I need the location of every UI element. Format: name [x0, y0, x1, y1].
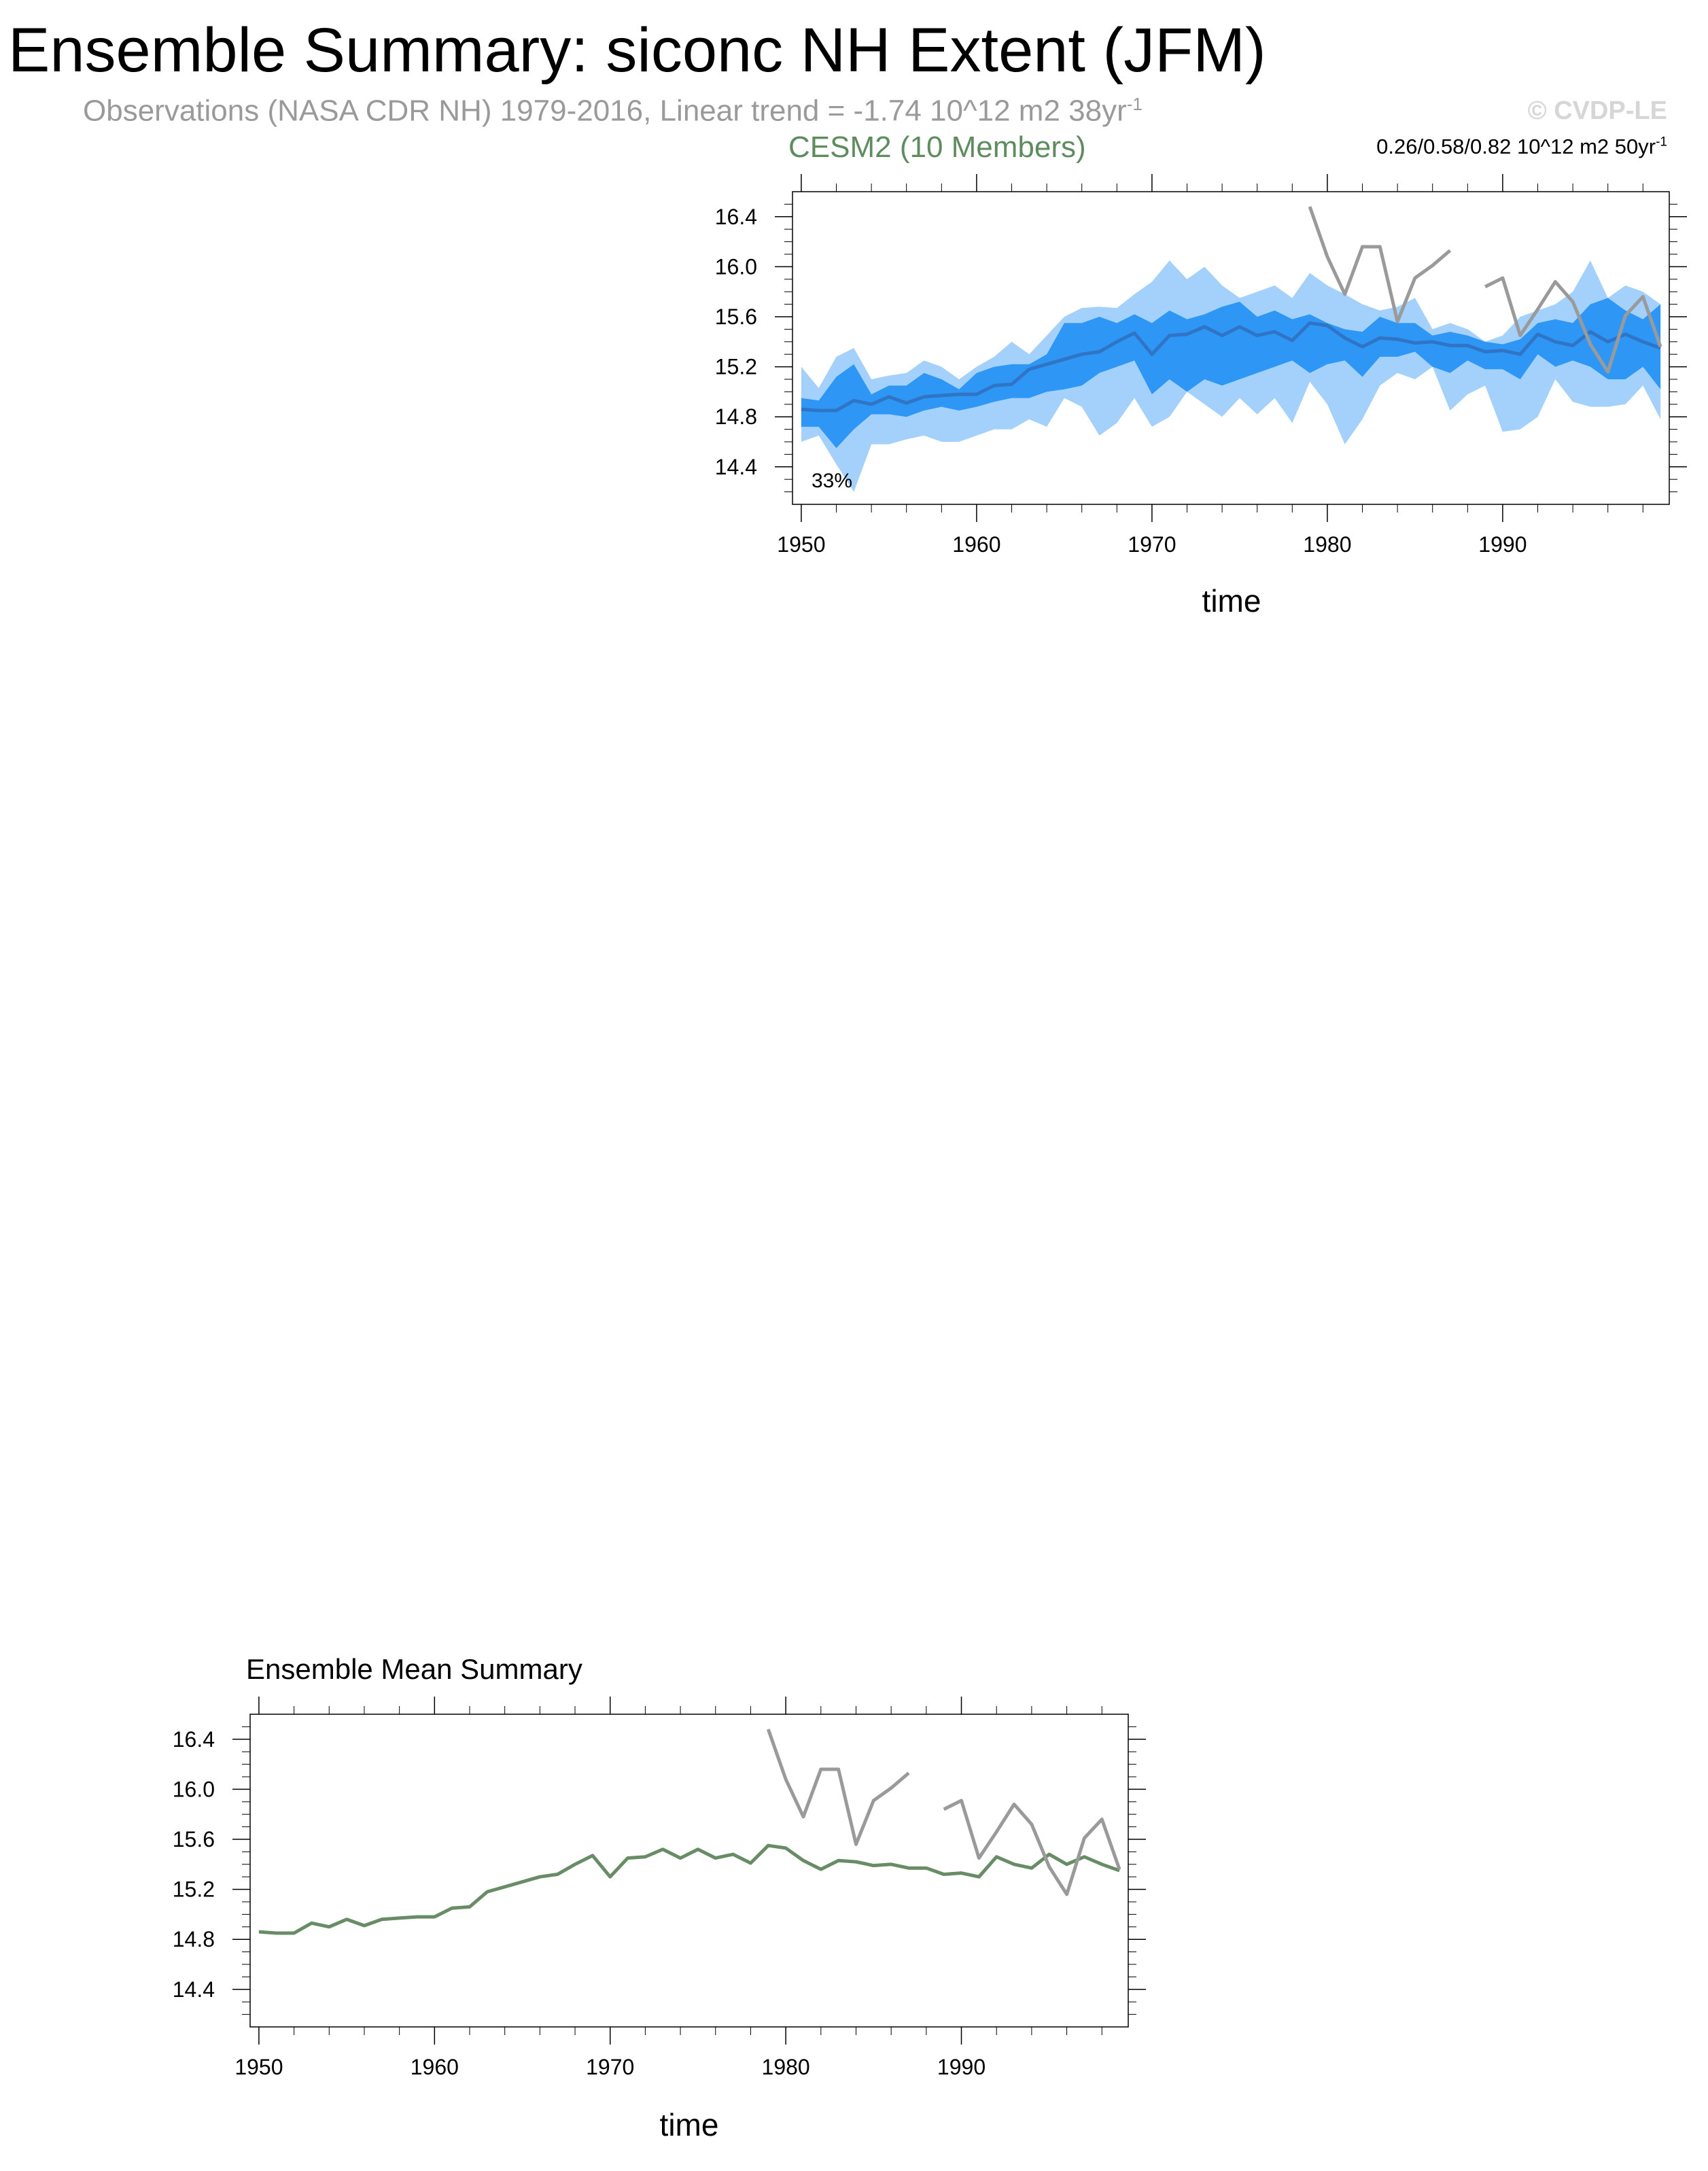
copyright-label: © CVDP-LE [1527, 97, 1667, 125]
bottom-y-tick-label: 16.0 [172, 1777, 215, 1802]
plot-layer [715, 174, 1687, 557]
top-x-tick-label: 1970 [1128, 532, 1177, 557]
top-x-tick-label: 1980 [1303, 532, 1352, 557]
bottom-x-axis-label: time [659, 2107, 719, 2142]
bottom-observations-line-0 [768, 1729, 909, 1844]
bottom-ensemble-mean-line [259, 1845, 1119, 1933]
bottom-x-tick-label: 1990 [937, 2055, 986, 2079]
observations-subtitle-exponent: -1 [1126, 94, 1143, 114]
bottom-y-tick-label: 16.4 [172, 1726, 215, 1752]
bottom-y-tick-label: 14.8 [172, 1927, 215, 1952]
top-y-tick-label: 16.0 [714, 254, 757, 279]
top-x-axis-label: time [1202, 583, 1261, 619]
trend-label-exponent: -1 [1656, 135, 1667, 150]
top-chart [0, 0, 1708, 653]
bottom-y-tick-label: 15.2 [172, 1877, 215, 1902]
top-y-tick-label: 15.6 [714, 305, 757, 329]
bottom-chart [0, 1652, 1708, 2168]
ensemble-mean-title: Ensemble Mean Summary [246, 1653, 582, 1685]
observations-subtitle-text: Observations (NASA CDR NH) 1979-2016, Linear trend = -1.74 10^12 m2 38yr [83, 94, 1127, 128]
top-percent-label: 33% [812, 470, 853, 492]
top-y-tick-label: 16.4 [714, 204, 757, 229]
plot-layer [173, 1697, 1146, 2079]
trend-label-text: 0.26/0.58/0.82 10^12 m2 50yr [1376, 135, 1656, 158]
bottom-observations-line-1 [944, 1801, 1119, 1894]
bottom-x-tick-label: 1960 [410, 2055, 459, 2079]
top-y-tick-label: 14.4 [714, 454, 757, 479]
bottom-plot-frame [250, 1714, 1128, 2027]
bottom-x-tick-label: 1980 [761, 2055, 810, 2079]
top-x-tick-label: 1990 [1478, 532, 1527, 557]
page-title: Ensemble Summary: siconc NH Extent (JFM) [8, 16, 1266, 85]
bottom-x-tick-label: 1970 [586, 2055, 635, 2079]
model-title: CESM2 (10 Members) [788, 131, 1086, 164]
bottom-y-tick-label: 14.4 [172, 1977, 215, 2002]
bottom-x-tick-label: 1950 [234, 2055, 283, 2079]
bottom-y-tick-label: 15.6 [172, 1827, 215, 1852]
top-y-tick-label: 15.2 [714, 354, 757, 379]
top-x-tick-label: 1960 [952, 532, 1001, 557]
top-y-tick-label: 14.8 [714, 404, 757, 430]
top-x-tick-label: 1950 [777, 532, 826, 557]
